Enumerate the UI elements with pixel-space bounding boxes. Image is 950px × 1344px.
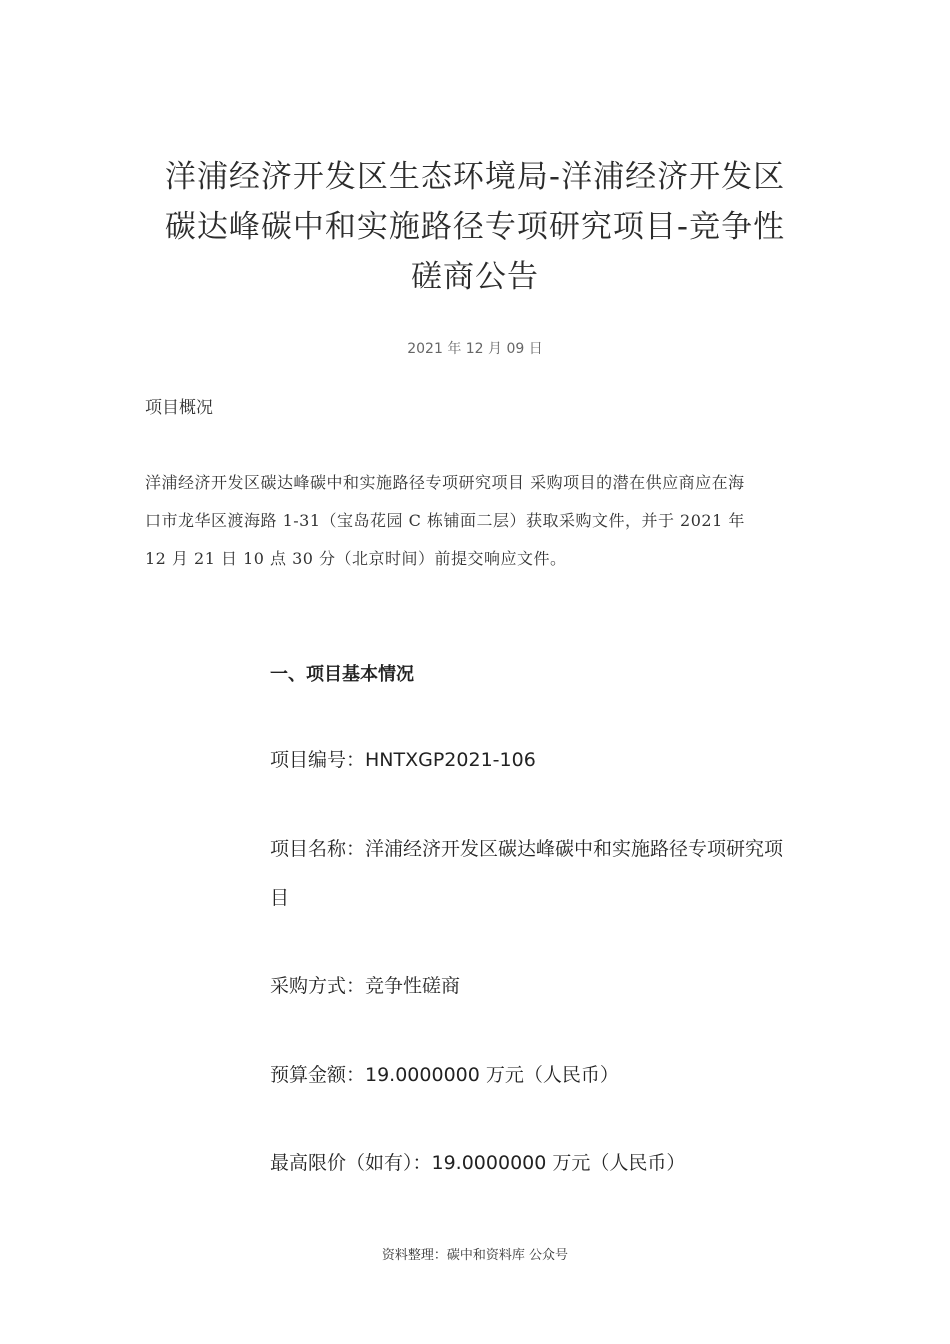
budget-field: 预算金额：19.0000000 万元（人民币）	[270, 1064, 619, 1086]
intro-paragraph: 洋浦经济开发区碳达峰碳中和实施路径专项研究项目 采购项目的潜在供应商应在海口市龙华区渡海路 1-31（宝岛花园 C 栋铺面二层）获取采购文件，并于 2021 年 12 月 21 日 10 点 30 分（北京时间）前提交响应文件。	[145, 473, 745, 568]
section-heading-basic-info: 一、项目基本情况	[270, 664, 414, 685]
overview-label: 项目概况	[145, 398, 213, 418]
project-name-field: 项目名称：洋浦经济开发区碳达峰碳中和实施路径专项研究项目	[270, 838, 784, 909]
max-price-field: 最高限价（如有）：19.0000000 万元（人民币）	[270, 1152, 686, 1174]
project-number-field: 项目编号：HNTXGP2021-106	[270, 749, 536, 771]
page-title: 洋浦经济开发区生态环境局-洋浦经济开发区碳达峰碳中和实施路径专项研究项目-竞争性磋商公告	[164, 159, 786, 295]
publish-date: 2021 年 12 月 09 日	[407, 341, 543, 357]
footer-note: 资料整理：碳中和资料库 公众号	[381, 1248, 569, 1263]
procurement-method-field: 采购方式：竞争性磋商	[270, 975, 461, 997]
